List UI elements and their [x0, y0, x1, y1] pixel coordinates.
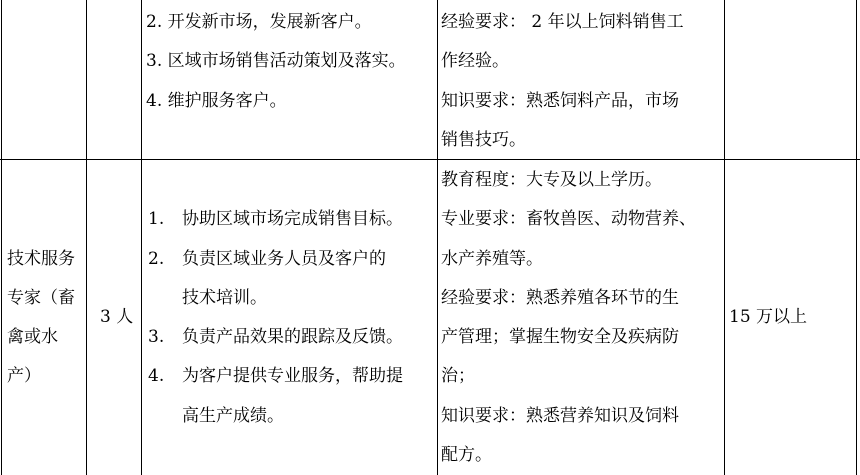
- requirement-line: 专业要求：畜牧兽医、动物营养、: [441, 209, 696, 229]
- requirement-line: 教育程度：大专及以上学历。: [441, 170, 662, 190]
- duty-line: 2. 开发新市场，发展新客户。: [146, 12, 372, 32]
- table-row-divider: [0, 159, 860, 160]
- position-title-line: 技术服务: [7, 249, 75, 269]
- requirement-line: 知识要求：熟悉饲料产品，市场: [441, 91, 679, 111]
- position-title-line: 禽或水: [7, 327, 58, 347]
- requirement-line: 产管理；掌握生物安全及疾病防: [441, 327, 679, 347]
- duty-line: 高生产成绩。: [182, 406, 284, 426]
- requirement-line: 经验要求：熟悉养殖各环节的生: [441, 288, 679, 308]
- duty-line: 为客户提供专业服务，帮助提: [182, 366, 403, 386]
- headcount: 3 人: [100, 307, 134, 327]
- requirement-line: 知识要求：熟悉营养知识及饲料: [441, 406, 679, 426]
- duty-number: 3.: [148, 327, 165, 347]
- duty-line: 技术培训。: [182, 288, 267, 308]
- duty-number: 2.: [148, 249, 165, 269]
- duty-number: 1.: [148, 209, 165, 229]
- position-title-line: 产）: [7, 366, 41, 386]
- duty-line: 协助区域市场完成销售目标。: [182, 209, 403, 229]
- duty-line: 负责产品效果的跟踪及反馈。: [182, 327, 403, 347]
- table-border-col4: [724, 0, 725, 475]
- table-border-right: [856, 0, 857, 475]
- table-border-col2: [141, 0, 142, 475]
- duty-number: 4.: [148, 366, 165, 386]
- position-title-line: 专家（畜: [7, 288, 75, 308]
- requirement-line: 作经验。: [441, 51, 509, 71]
- duty-line: 负责区域业务人员及客户的: [182, 249, 386, 269]
- table-border-col3: [437, 0, 438, 475]
- requirement-line: 治；: [441, 366, 475, 386]
- duty-line: 4. 维护服务客户。: [146, 91, 287, 111]
- requirement-line: 销售技巧。: [441, 130, 526, 150]
- requirement-line: 配方。: [441, 445, 492, 465]
- salary: 15 万以上: [729, 307, 808, 327]
- table-border-col1: [86, 0, 87, 475]
- duty-line: 3. 区域市场销售活动策划及落实。: [146, 51, 406, 71]
- requirement-line: 经验要求： 2 年以上饲料销售工: [441, 12, 684, 32]
- requirement-line: 水产养殖等。: [441, 249, 543, 269]
- table-border-left: [1, 0, 2, 475]
